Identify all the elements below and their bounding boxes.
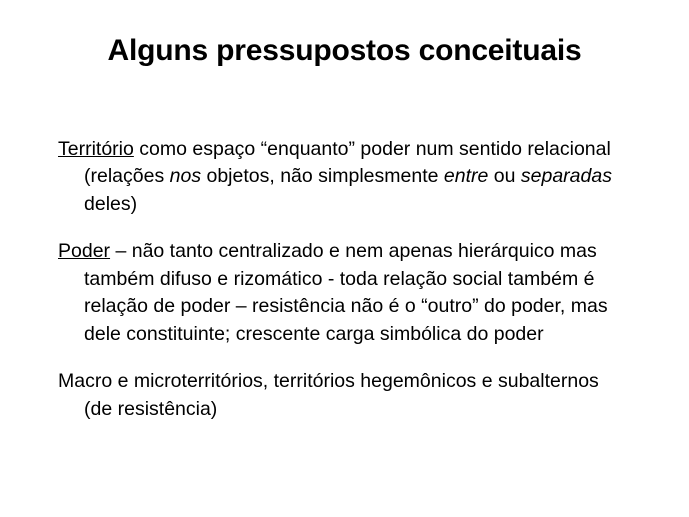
bullet-segment-2: objetos, não simplesmente [201,165,444,188]
bullet-lead-poder: Poder [58,240,111,263]
bullet-segment-1: como espaço “enquanto” poder num sentido relacional (relações [84,137,611,188]
bullet-text-poder [58,240,608,345]
bullet-body-poder: – não tanto centralizado e nem apenas hierárquico mas também difuso e rizomático - toda relação social também é relação de poder – resistência não é o “outro” do poder, mas dele constituinte; crescente carga simbólica do poder [84,240,608,346]
bullet-segment-4: deles) [84,192,138,215]
list-item [58,238,628,349]
bullet-italic-entre: entre [443,165,489,188]
slide-body [58,116,628,424]
bullet-lead-territorio: Território [58,137,134,160]
bullet-segment-3: ou [488,165,521,188]
list-item [58,368,628,423]
bullet-text-territorio [58,138,612,215]
list-item [58,136,628,219]
page-title: Alguns pressupostos conceituais [107,34,582,67]
bullet-text-macro-micro: Macro e microterritórios, territórios hegemônicos e subalternos (de resistência) [58,370,599,420]
bullet-italic-nos: nos [169,165,202,188]
bullet-italic-separadas: separadas [520,165,612,188]
